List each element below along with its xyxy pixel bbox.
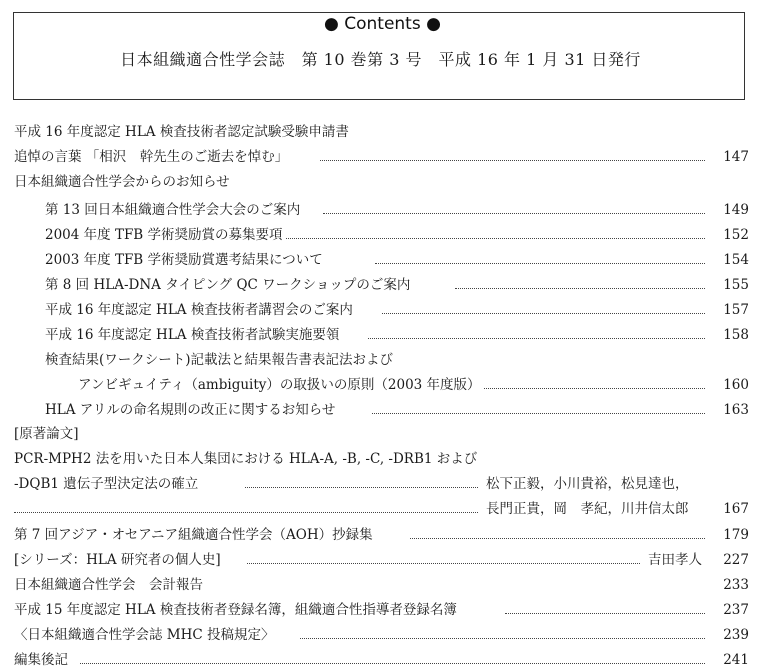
toc-entry-title: -DQB1 遺伝子型決定法の確立 [14,472,201,496]
toc-entry [0,373,761,397]
toc-entry [0,348,761,372]
dot-leader [382,313,705,314]
toc-entry-page-number: 155 [723,277,749,293]
toc-entry [0,497,761,521]
toc-entry-page-number: 233 [723,577,749,593]
toc-entry-page-number: 152 [723,227,749,243]
toc-entry-title: 平成 16 年度認定 HLA 検査技術者試験実施要領 [45,323,342,347]
toc-entry-title: 編集後記 [14,648,71,672]
toc-entry [0,422,761,446]
contents-label: ● Contents ● [314,13,451,37]
toc-entry [0,573,761,597]
toc-entry [0,548,761,572]
toc-entry [0,145,761,169]
toc-entry-title: 2003 年度 TFB 学術奨励賞選考結果について [45,248,326,272]
toc-entry-page-number: 157 [723,302,749,318]
toc-entry-page-number: 239 [723,627,749,643]
toc-entry-page-number: 147 [723,149,749,165]
toc-entry-title: [原著論文] [14,422,82,446]
dot-leader [455,288,705,289]
toc-entry-title: 平成 15 年度認定 HLA 検査技術者登録名簿，組織適合性指導者登録名簿 [14,598,460,622]
dot-leader [375,263,705,264]
toc-entry-author: 松下正毅，小川貴裕，松見達也， [483,472,692,496]
toc-entry-title: 追悼の言葉 「相沢 幹先生のご逝去を悼む」 [14,145,291,169]
dot-leader [247,563,640,564]
toc-entry [0,170,761,194]
toc-entry-title: HLA アリルの命名規則の改正に関するお知らせ [45,398,338,422]
dot-leader [80,663,705,664]
journal-title: 日本組織適合性学会誌 第 10 巻第 3 号 平成 16 年 1 月 31 日発行 [120,50,641,69]
dot-leader [410,538,705,539]
toc-entry [0,523,761,547]
toc-entry [0,298,761,322]
dot-leader [300,638,705,639]
toc-entry [0,323,761,347]
toc-entry-page-number: 149 [723,202,749,218]
dot-leader [275,238,705,239]
toc-entry [0,472,761,496]
toc-entry-page-number: 237 [723,602,749,618]
toc-entry-title: 日本組織適合性学会 会計報告 [14,573,206,597]
toc-entry [0,623,761,647]
toc-entry-page-number: 163 [723,402,749,418]
dot-leader [475,388,705,389]
toc-entry-author: 吉田孝人 [645,548,705,572]
dot-leader [372,413,705,414]
toc-entry-page-number: 160 [723,377,749,393]
toc-entry [0,398,761,422]
toc-entry [0,447,761,471]
toc-entry-title: 第 13 回日本組織適合性学会大会のご案内 [45,198,303,222]
toc-entry [0,273,761,297]
toc-entry-title: 第 8 回 HLA-DNA タイピング QC ワークショップのご案内 [45,273,413,297]
toc-entry-page-number: 154 [723,252,749,268]
toc-entry-title: 〈日本組織適合性学会誌 MHC 投稿規定〉 [14,623,278,647]
toc-entry [0,223,761,247]
toc-entry-author: 長門正貴，岡 孝紀，川井信太郎 [483,497,692,521]
toc-entry-title: 平成 16 年度認定 HLA 検査技術者講習会のご案内 [45,298,356,322]
toc-entry-title: 2004 年度 TFB 学術奨励賞の募集要項 [45,223,286,247]
toc-entry-page-number: 227 [723,552,749,568]
toc-entry-title: 第 7 回アジア・オセアニア組織適合性学会（AOH）抄録集 [14,523,376,547]
dot-leader [323,213,705,214]
toc-entry [0,198,761,222]
dot-leader [505,613,705,614]
toc-entry-page-number: 241 [723,652,749,668]
toc-entry-title: アンビギュイティ（ambiguity）の取扱いの原則（2003 年度版） [78,373,484,397]
toc-entry-title: PCR-MPH2 法を用いた日本人集団における HLA-A, -B, -C, -DRB1 および [14,447,480,471]
toc-entry-page-number: 167 [723,501,749,517]
toc-entry-title: 検査結果(ワークシート)記載法と結果報告書表記法および [45,348,396,372]
toc-entry-page-number: 158 [723,327,749,343]
dot-leader [368,338,705,339]
toc-entry-page-number: 179 [723,527,749,543]
dot-leader [320,160,705,161]
dot-leader [245,487,478,488]
dot-leader [14,512,478,513]
toc-entry-title: [シリーズ：HLA 研究者の個人史] [14,548,224,572]
toc-entry-title: 平成 16 年度認定 HLA 検査技術者認定試験受験申請書 [14,120,352,144]
toc-entry-title: 日本組織適合性学会からのお知らせ [14,170,233,194]
toc-entry [0,120,761,144]
toc-entry [0,598,761,622]
toc-entry [0,648,761,672]
toc-entry [0,248,761,272]
